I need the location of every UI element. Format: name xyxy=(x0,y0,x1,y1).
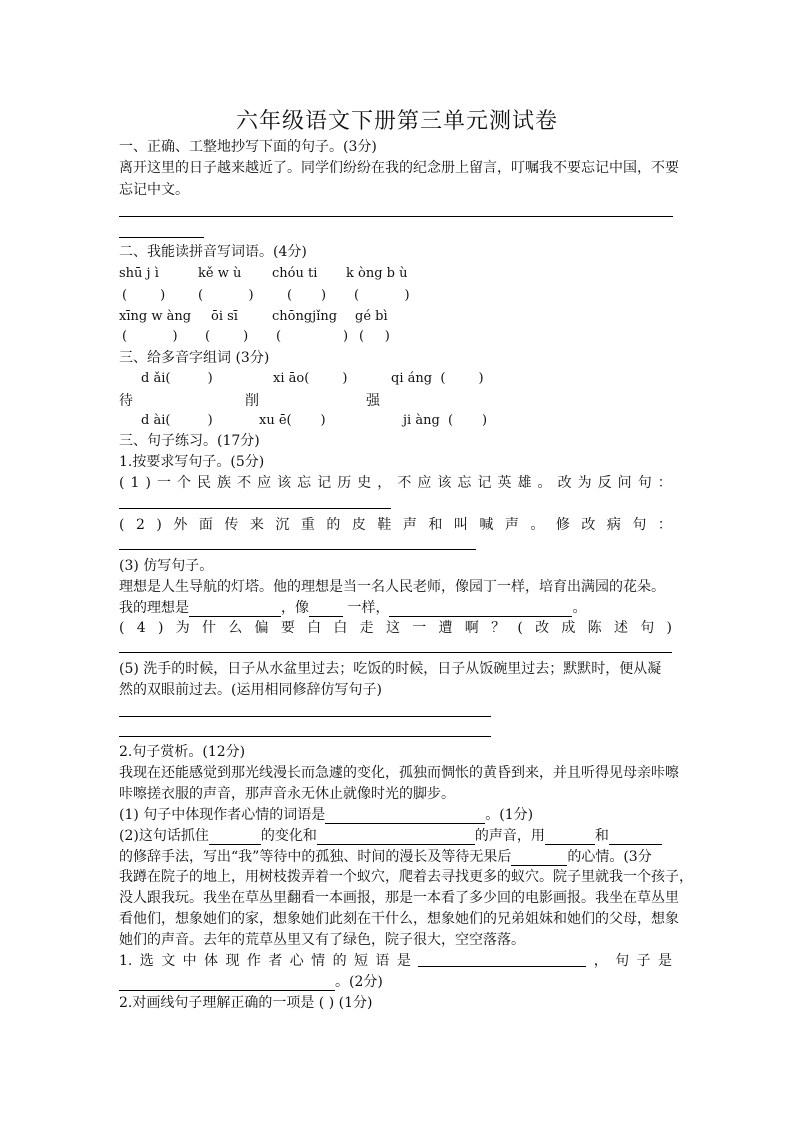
answer-line[interactable] xyxy=(119,549,476,550)
justified-char: 偏 xyxy=(254,620,269,636)
question-1-4 xyxy=(119,619,672,637)
answer-bracket[interactable]: ( ) xyxy=(359,329,390,344)
justified-char: 这 xyxy=(385,620,400,636)
justified-char: 忘 xyxy=(457,475,472,491)
justified-char: 句 xyxy=(615,953,630,969)
pinyin-item: ōi sī xyxy=(211,309,238,324)
question-1-3: (3) 仿写句子。 xyxy=(119,558,214,574)
polyphone-pinyin: ji àng ( ) xyxy=(403,413,488,428)
fill-text: 。(2分) xyxy=(335,974,383,990)
justified-char: 选 xyxy=(139,953,154,969)
answer-line[interactable] xyxy=(119,237,204,238)
justified-char: 雄 xyxy=(517,475,532,491)
answer-line[interactable] xyxy=(119,652,672,653)
justified-char: 不 xyxy=(237,475,252,491)
fill-blank[interactable] xyxy=(325,809,485,824)
fill-text: ，像 xyxy=(281,600,309,616)
justified-char: 为 xyxy=(577,475,592,491)
justified-char: 重 xyxy=(300,517,315,533)
fill-text: (1) 句子中体现作者心情的词语是 xyxy=(119,807,326,823)
section-1-heading: 一、正确、工整地抄写下面的句子。(3分) xyxy=(119,139,377,155)
justified-char: 1 xyxy=(130,475,140,491)
question-2-heading: 2.句子赏析。(12分) xyxy=(119,744,246,760)
justified-char: 一 xyxy=(412,620,427,636)
justified-char: ， xyxy=(593,953,608,969)
justified-char: 应 xyxy=(417,475,432,491)
justified-char: ： xyxy=(657,475,672,491)
justified-char: 忘 xyxy=(297,475,312,491)
justified-char: 叫 xyxy=(453,517,468,533)
justified-char: 鞋 xyxy=(377,517,392,533)
justified-char: 述 xyxy=(613,620,628,636)
polyphone-pinyin: qi áng ( ) xyxy=(391,371,484,386)
pinyin-item: k òng b ù xyxy=(346,266,408,281)
justified-char: 现 xyxy=(225,953,240,969)
justified-char: ： xyxy=(657,517,672,533)
fill-blank[interactable] xyxy=(389,602,572,617)
justified-char: ？ xyxy=(491,620,506,636)
polyphone-pinyin: xu ē( ) xyxy=(259,413,326,428)
passage-2-line1: 我蹲在院子的地上，用树枝拨弄着一个蚁穴，爬着去寻找更多的蚁穴。院子里就我一个孩子， xyxy=(119,869,693,885)
question-1-5-line1: (5) 洗手的时候，日子从水盆里过去；吃饭的时候，日子从饭碗里过去；默默时，便从凝 xyxy=(119,661,662,677)
justified-char: 为 xyxy=(175,620,190,636)
justified-char: 个 xyxy=(176,475,191,491)
polyphone-char: 待 xyxy=(119,393,133,409)
answer-line[interactable] xyxy=(119,216,673,217)
justified-char: 皮 xyxy=(351,517,366,533)
passage-2-line3: 看他们，想象她们的家，想象她们此刻在干什么，想象她们的兄弟姐妹和她们的父母，想象 xyxy=(119,911,679,927)
justified-char: ) xyxy=(666,620,672,636)
justified-char: 体 xyxy=(204,953,219,969)
fill-blank[interactable] xyxy=(209,830,261,845)
justified-char: 英 xyxy=(497,475,512,491)
justified-char: 1. xyxy=(119,953,133,969)
passage-2-line2: 没人跟我玩。我坐在草丛里翻看一本画报，那是一本看了多少回的电影画报。我坐在草丛里 xyxy=(119,890,679,906)
fill-blank[interactable] xyxy=(317,830,475,845)
fill-blank[interactable] xyxy=(609,830,662,845)
justified-char: 心 xyxy=(289,953,304,969)
justified-char: 。 xyxy=(537,475,552,491)
section-1-text-line2: 忘记中文。 xyxy=(119,182,189,198)
question-2-q1-cont xyxy=(119,973,383,991)
justified-char: 声 xyxy=(402,517,417,533)
fill-text: 的声音，用 xyxy=(474,828,545,844)
answer-bracket[interactable]: ( ) xyxy=(122,329,178,344)
passage-1-line1: 我现在还能感觉到那光线漫长而急遽的变化，孤独而惆怅的黄昏到来，并且听得见母亲咔嚓 xyxy=(119,765,679,781)
justified-char: 和 xyxy=(428,517,443,533)
justified-char: 喊 xyxy=(479,517,494,533)
justified-char: 病 xyxy=(606,517,621,533)
question-2-q2: 2.对画线句子理解正确的一项是 ( ) (1分) xyxy=(119,995,373,1011)
justified-char: 记 xyxy=(317,475,332,491)
fill-blank[interactable] xyxy=(309,602,343,617)
pinyin-item: xīng w àng xyxy=(119,309,192,324)
answer-bracket[interactable]: ( ) xyxy=(354,288,410,303)
question-1-1 xyxy=(119,474,672,492)
justified-char: ) xyxy=(156,517,162,533)
justified-char: 是 xyxy=(396,953,411,969)
justified-char: 什 xyxy=(201,620,216,636)
justified-char: 句 xyxy=(640,620,655,636)
answer-line[interactable] xyxy=(119,716,491,717)
justified-char: 民 xyxy=(197,475,212,491)
justified-char: 文 xyxy=(161,953,176,969)
justified-char: 反 xyxy=(597,475,612,491)
justified-char: 族 xyxy=(217,475,232,491)
pinyin-item: shū j ì xyxy=(119,266,159,281)
justified-char: ( xyxy=(517,620,523,636)
justified-char: ( xyxy=(119,517,125,533)
justified-char: 2 xyxy=(135,517,145,533)
section-2-heading: 二、我能读拼音写词语。(4分) xyxy=(119,244,307,260)
fill-blank[interactable] xyxy=(511,851,567,866)
justified-char: 改 xyxy=(535,620,550,636)
passage-1-line2: 咔嚓搓衣服的声音，那声音永无休止就像时光的脚步。 xyxy=(119,786,455,802)
polyphone-char: 削 xyxy=(245,393,259,409)
justified-char: 该 xyxy=(277,475,292,491)
polyphone-pinyin: d ài( ) xyxy=(141,413,213,428)
fill-text: 和 xyxy=(594,828,609,844)
answer-bracket[interactable]: ( ) xyxy=(122,288,166,303)
justified-char: 改 xyxy=(557,475,572,491)
fill-text: 的修辞手法，写出“我”等待中的孤独、时间的漫长及等待无果后 xyxy=(119,849,512,865)
justified-char: 陈 xyxy=(587,620,602,636)
answer-bracket[interactable]: ( ) xyxy=(205,329,249,344)
justified-char: ( xyxy=(119,475,125,491)
page-title: 六年级语文下册第三单元测试卷 xyxy=(235,109,558,134)
fill-text: 我的理想是 xyxy=(119,600,189,616)
justified-char: 作 xyxy=(246,953,261,969)
fill-blank[interactable] xyxy=(189,602,281,617)
justified-char: ) xyxy=(157,620,164,636)
polyphone-pinyin: d ǎi( ) xyxy=(141,371,213,386)
justified-char: 记 xyxy=(477,475,492,491)
justified-char: 中 xyxy=(182,953,197,969)
justified-char: 遭 xyxy=(438,620,453,636)
fill-text: 。(1分) xyxy=(485,807,534,823)
fill-blank[interactable] xyxy=(119,976,335,991)
justified-char: 改 xyxy=(581,517,596,533)
justified-char: 短 xyxy=(354,953,368,969)
justified-char: 者 xyxy=(268,953,283,969)
justified-char: 句 xyxy=(632,517,647,533)
question-1-5-line2: 然的双眼前过去。(运用相同修辞仿写句子) xyxy=(119,682,382,698)
passage-2-line4: 她们的声音。去年的荒草丛里又有了绿色，院子很大，空空落落。 xyxy=(119,932,525,948)
justified-char: 修 xyxy=(555,517,570,533)
justified-char: 沉 xyxy=(275,517,290,533)
answer-line[interactable] xyxy=(119,736,491,737)
justified-char: 子 xyxy=(636,953,651,969)
question-1-heading: 1.按要求写句子。(5分) xyxy=(119,454,265,470)
justified-char: 情 xyxy=(311,953,326,969)
question-2-q1 xyxy=(119,952,672,970)
justified-char: 外 xyxy=(173,517,188,533)
justified-char: 应 xyxy=(257,475,272,491)
pinyin-item: kě w ù xyxy=(198,266,242,281)
fill-text: 的变化和 xyxy=(260,828,317,844)
polyphone-char: 强 xyxy=(366,393,380,409)
justified-char: 一 xyxy=(156,475,171,491)
justified-char: 历 xyxy=(337,475,352,491)
pinyin-item: chōngjǐng xyxy=(272,309,338,324)
justified-char: 啊 xyxy=(464,620,479,636)
justified-char: 来 xyxy=(249,517,264,533)
justified-char: 走 xyxy=(359,620,374,636)
section-1-text-line1: 离开这里的日子越来越近了。同学们纷纷在我的纪念册上留言，叮嘱我不要忘记中国，不要 xyxy=(119,160,679,176)
justified-char: 问 xyxy=(617,475,632,491)
justified-char: 白 xyxy=(333,620,348,636)
question-1-3-example: 理想是人生导航的灯塔。他的理想是当一名人民老师，像园丁一样，培育出满园的花朵。 xyxy=(119,579,665,595)
justified-char: ) xyxy=(145,475,151,491)
polyphone-pinyin: xi āo( ) xyxy=(273,371,348,386)
pinyin-item: chóu ti xyxy=(272,266,318,281)
answer-bracket[interactable]: ( ) xyxy=(198,288,254,303)
justified-char: 史 xyxy=(357,475,372,491)
justified-char: 语 xyxy=(375,953,390,969)
justified-char: ， xyxy=(377,475,392,491)
justified-char: 该 xyxy=(437,475,452,491)
question-1-2 xyxy=(119,516,672,534)
fill-text: (2)这句话抓住 xyxy=(119,828,209,844)
question-1-3-fill xyxy=(119,599,586,617)
justified-char: 4 xyxy=(136,620,146,636)
justified-char: ( xyxy=(119,620,125,636)
fill-text: 的心情。(3分 xyxy=(567,849,652,865)
section-4-heading: 三、句子练习。(17分) xyxy=(119,433,260,449)
fill-text: 一样， xyxy=(347,600,390,616)
justified-char: 传 xyxy=(224,517,239,533)
justified-char: 是 xyxy=(657,953,672,969)
question-2-2-cont xyxy=(119,848,652,866)
question-2-1 xyxy=(119,806,533,824)
justified-char: 。 xyxy=(530,517,545,533)
fill-blank[interactable] xyxy=(418,952,586,967)
answer-line[interactable] xyxy=(119,508,391,509)
justified-char: 成 xyxy=(561,620,576,636)
fill-blank[interactable] xyxy=(545,830,595,845)
question-2-2 xyxy=(119,827,662,845)
justified-char: 面 xyxy=(198,517,213,533)
answer-bracket[interactable]: ( ) xyxy=(276,329,349,344)
justified-char: 句 xyxy=(637,475,652,491)
justified-char: 么 xyxy=(228,620,243,636)
justified-char: 要 xyxy=(280,620,295,636)
justified-char: 的 xyxy=(332,953,347,969)
justified-char: 的 xyxy=(326,517,341,533)
pinyin-item: gé bì xyxy=(355,309,388,324)
fill-text: 。 xyxy=(572,600,587,616)
justified-char: 不 xyxy=(397,475,412,491)
justified-char: 白 xyxy=(307,620,322,636)
section-3-heading: 三、给多音字组词 (3分) xyxy=(119,350,270,366)
answer-bracket[interactable]: ( ) xyxy=(287,288,327,303)
justified-char: 声 xyxy=(504,517,519,533)
